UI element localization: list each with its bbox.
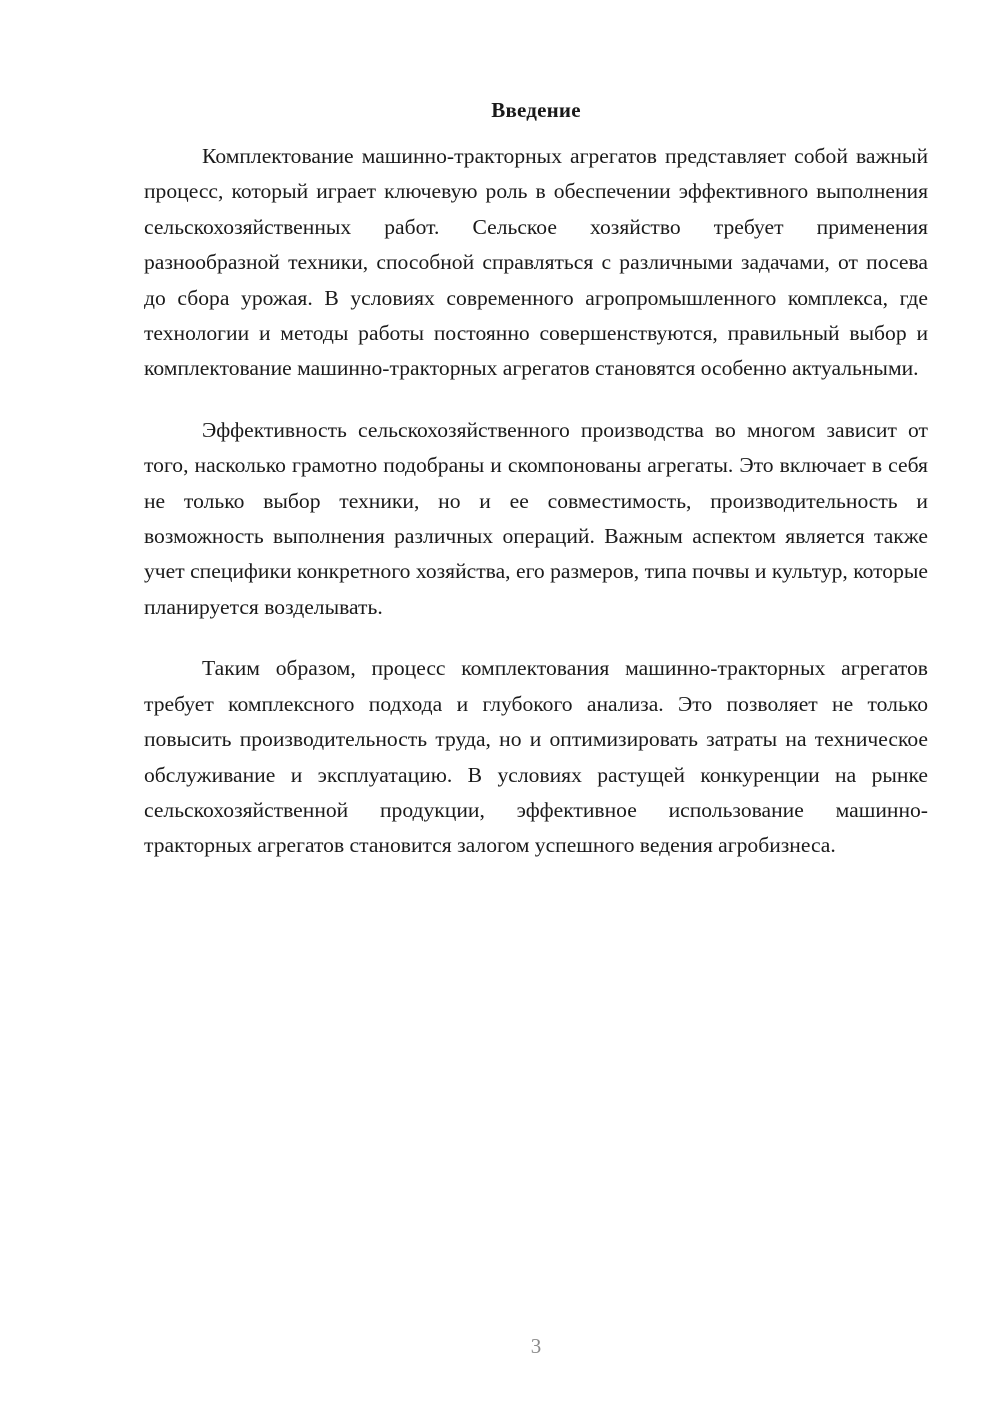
paragraph-3: Таким образом, процесс комплектования машинно-тракторных агрегатов требует комплексного подхода и глубокого анализа. Это позволяет не только повысить производительность труда, но и оптимизировать затраты на техническое обслуживание и эксплуатацию. В условиях растущей конкуренции на рынке сельскохозяйственной продукции, эффективное использование машинно-тракторных агрегатов становится залогом успешного ведения агробизнеса. xyxy=(144,656,928,858)
page-content xyxy=(144,94,928,890)
section-heading: Введение xyxy=(491,98,581,122)
paragraph-1: Комплектование машинно-тракторных агрегатов представляет собой важный процесс, который играет ключевую роль в обеспечении эффективного выполнения сельскохозяйственных работ. Сельское хозяйство требует применения разнообразной техники, способной справляться с различными задачами, от посева до сбора урожая. В условиях современного агропромышленного комплекса, где технологии и методы работы постоянно совершенствуются, правильный выбор и комплектование машинно-тракторных агрегатов становятся особенно актуальными. xyxy=(144,144,928,381)
page-number: 3 xyxy=(530,1334,542,1358)
paragraph-2: Эффективность сельскохозяйственного производства во многом зависит от того, насколько грамотно подобраны и скомпонованы агрегаты. Это включает в себя не только выбор техники, но и ее совместимость, производительность и возможность выполнения различных операций. Важным аспектом является также учет специфики конкретного хозяйства, его размеров, типа почвы и культур, которые планируется возделывать. xyxy=(144,417,928,619)
